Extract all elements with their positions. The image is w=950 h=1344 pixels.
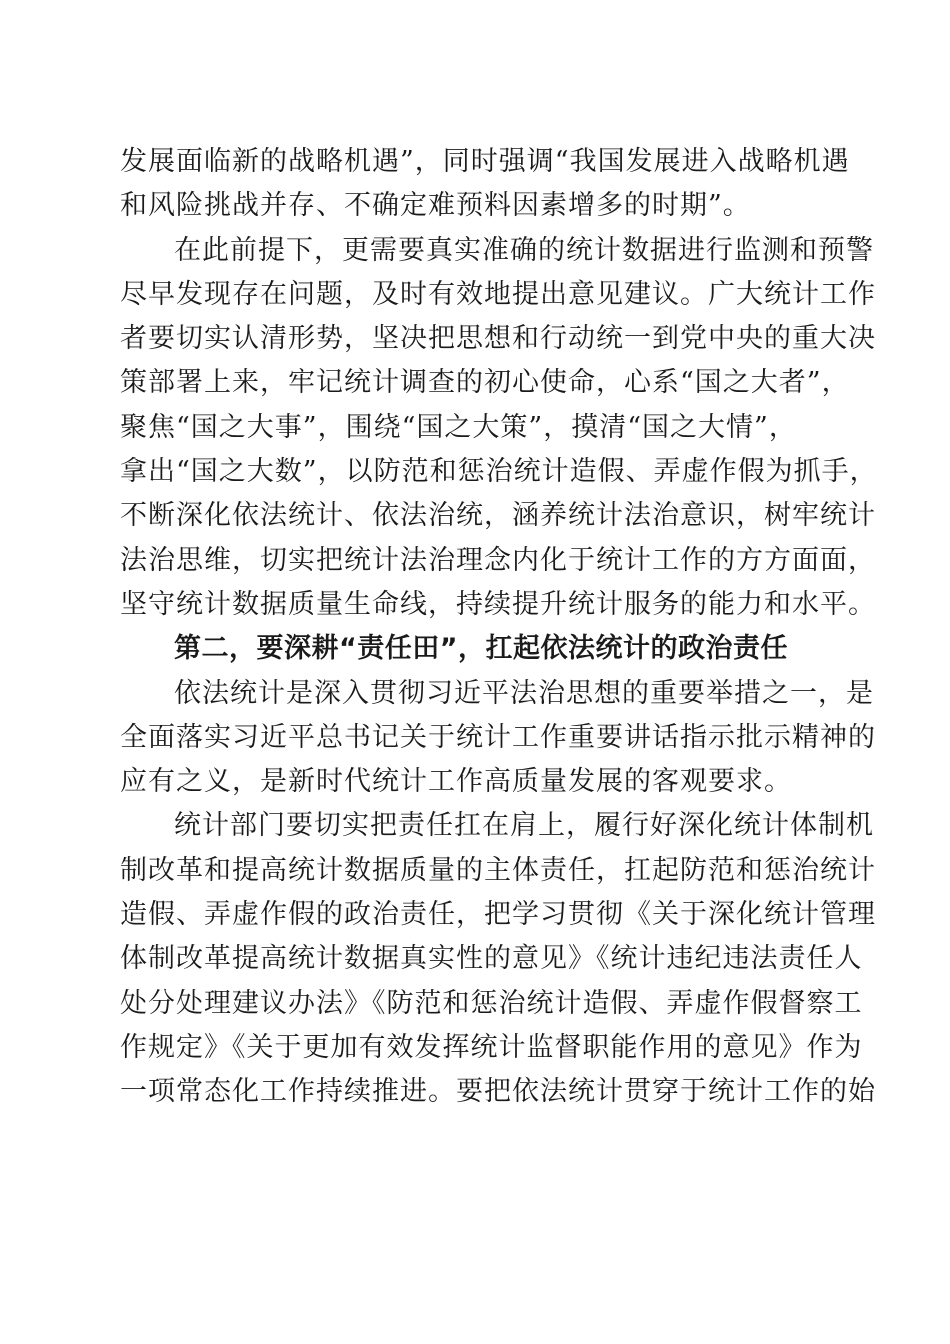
text-line: 体制改革提高统计数据真实性的意见》《统计违纪违法责任人 xyxy=(120,943,863,975)
paragraph-3 xyxy=(120,672,876,805)
text-line: 不断深化依法统计、依法治统，涵养统计法治意识，树牢统计 xyxy=(120,500,876,532)
text-line: 和风险挑战并存、不确定难预料因素增多的时期”。 xyxy=(120,190,751,222)
text-line: 坚守统计数据质量生命线，持续提升统计服务的能力和水平。 xyxy=(120,588,876,620)
text-line: 拿出“国之大数”，以防范和惩治统计造假、弄虚作假为抓手， xyxy=(120,456,878,488)
text-line: 制改革和提高统计数据质量的主体责任，扛起防范和惩治统计 xyxy=(120,854,876,886)
text-line: 在此前提下，更需要真实准确的统计数据进行监测和预警 xyxy=(174,234,874,266)
text-line: 法治思维，切实把统计法治理念内化于统计工作的方方面面， xyxy=(120,544,876,576)
text-line: 作规定》《关于更加有效发挥统计监督职能作用的意见》作为 xyxy=(120,1031,863,1063)
text-line: 统计部门要切实把责任扛在肩上，履行好深化统计体制机 xyxy=(174,810,874,842)
paragraph-1 xyxy=(120,140,850,229)
text-line: 处分处理建议办法》《防范和惩治统计造假、弄虚作假督察工 xyxy=(120,987,863,1019)
text-line: 造假、弄虚作假的政治责任，把学习贯彻《关于深化统计管理 xyxy=(120,899,876,931)
section-heading xyxy=(120,627,840,671)
document-body xyxy=(120,140,878,1115)
text-line: 依法统计是深入贯彻习近平法治思想的重要举措之一，是 xyxy=(174,677,874,709)
paragraph-2 xyxy=(120,229,878,628)
text-line: 应有之义，是新时代统计工作高质量发展的客观要求。 xyxy=(120,766,792,798)
paragraph-4 xyxy=(120,804,876,1114)
text-line: 聚焦“国之大事”，围绕“国之大策”，摸清“国之大情”， xyxy=(120,411,797,443)
text-line: 策部署上来，牢记统计调查的初心使命，心系“国之大者”， xyxy=(120,367,850,399)
text-line: 全面落实习近平总书记关于统计工作重要讲话指示批示精神的 xyxy=(120,721,876,753)
text-line: 者要切实认清形势，坚决把思想和行动统一到党中央的重大决 xyxy=(120,323,876,355)
text-line: 发展面临新的战略机遇”，同时强调“我国发展进入战略机遇 xyxy=(120,146,850,177)
text-line: 一项常态化工作持续推进。要把依法统计贯穿于统计工作的始 xyxy=(120,1076,876,1108)
heading-line: 第二，要深耕“责任田”，扛起依法统计的政治责任 xyxy=(174,633,788,665)
text-line: 尽早发现存在问题，及时有效地提出意见建议。广大统计工作 xyxy=(120,278,876,310)
